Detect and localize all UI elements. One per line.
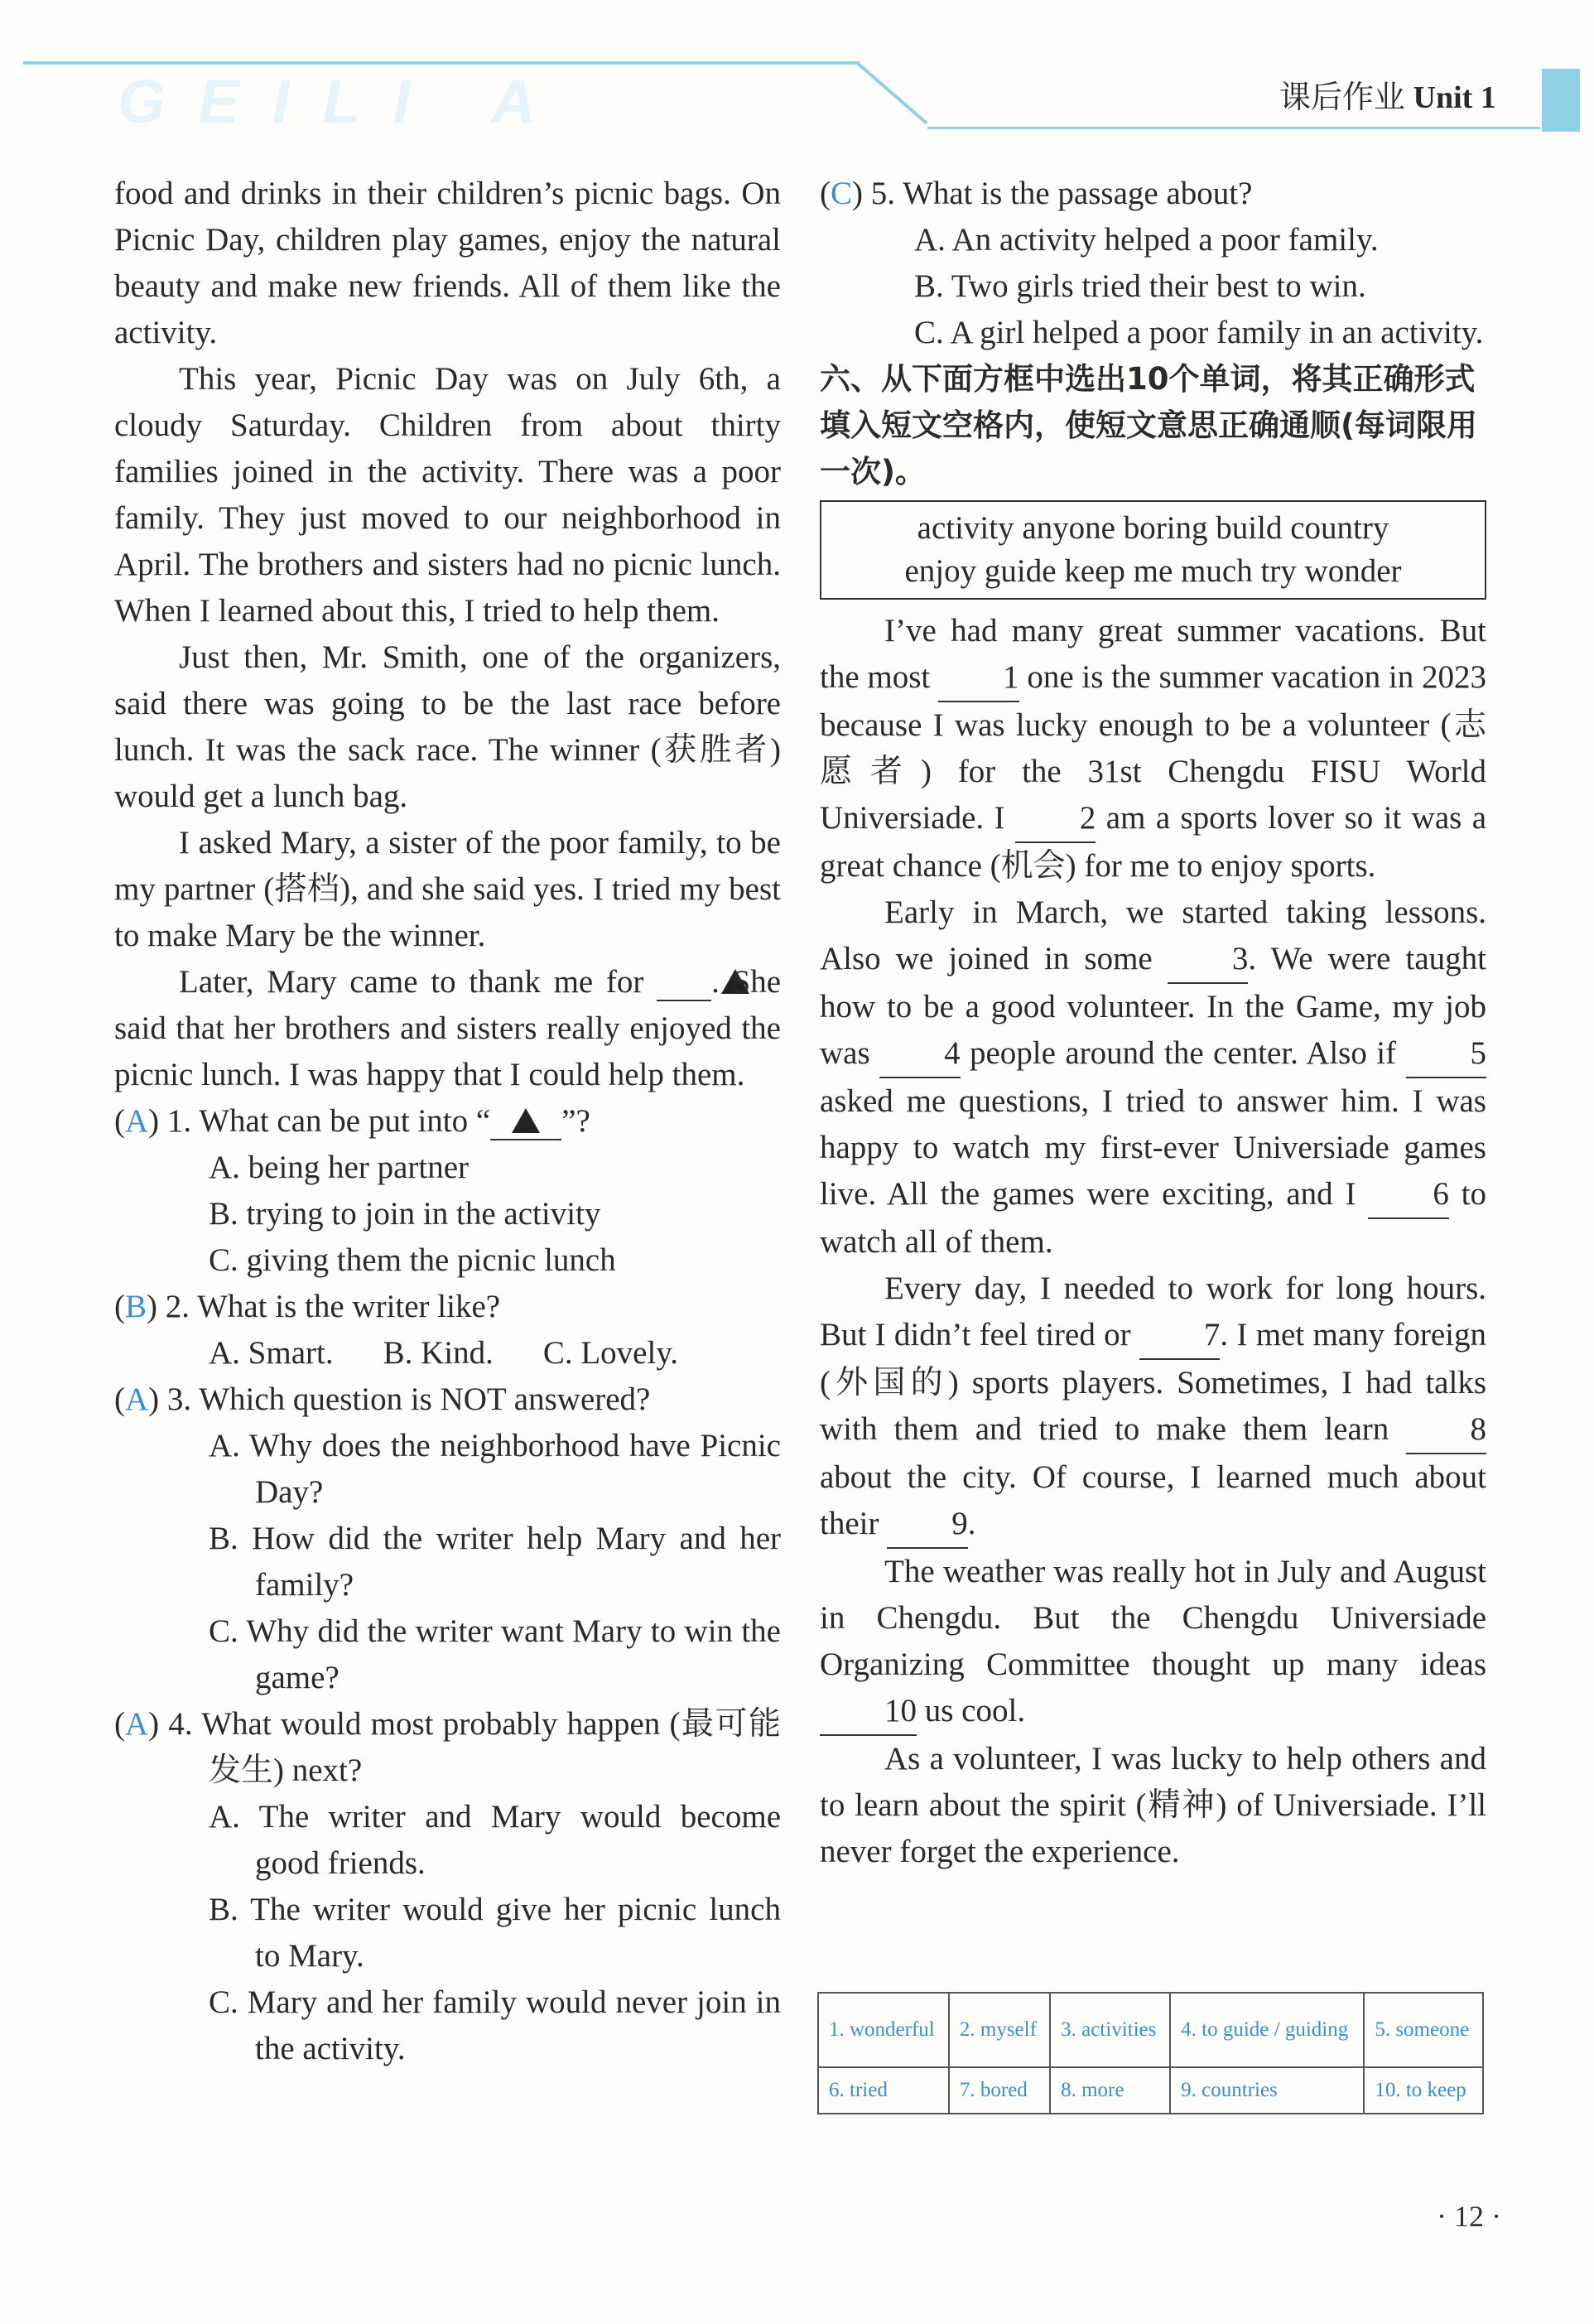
word-box [820,500,1486,600]
header-rule-slant [855,61,927,124]
question-1: (A) 1. What can be put into “ ”? [114,1103,590,1139]
header-tab [1542,69,1580,132]
blank-6: 6 [1368,1171,1449,1219]
option-row [114,1330,781,1377]
option: A. An activity helped a poor family. [914,222,1379,258]
header-rule [23,61,860,65]
answer-cell: 10. to keep [1364,2067,1483,2114]
blank-10: 10 [820,1688,917,1736]
blank-7: 7 [1139,1312,1221,1360]
section-six-title: 六、从下面方框中选出10个单词，将其正确形式填入短文空格内，使短文意思正确通顺(每词限用一次)。 [820,361,1477,489]
option: A. The writer and Mary would become good friends. [209,1799,781,1881]
answer-cell: 2. myself [949,1993,1050,2067]
option: B. Kind. [383,1335,494,1371]
answer-cell: 1. wonderful [818,1993,949,2067]
blank-2: 2 [1015,795,1096,843]
passage-paragraph: This year, Picnic Day was on July 6th, a cloudy Saturday. Children from about thirty families joined in the activity. There was a poor family. They just moved to our neighborhood in April. The brothers and sisters had no picnic lunch. When I learned about this, I tried to help them. [114,361,781,629]
header-rule-right [927,127,1540,129]
word-box-line: enjoy guide keep me much try wonder [904,553,1402,589]
option: C. Mary and her family would never join in the activity. [209,1984,781,2066]
answer-cell: 9. countries [1170,2067,1364,2114]
answer-mark: B [125,1289,147,1324]
blank-9: 9 [887,1501,968,1549]
cloze-paragraph: The weather was really hot in July and August in Chengdu. But the Chengdu Universiade Organizing Committee thought up many ideas 10 us cool. [820,1549,1486,1736]
triangle-blank [490,1104,561,1140]
triangle-icon [512,1108,540,1133]
question-2: (B) 2. What is the writer like? [114,1289,501,1324]
blank-5: 5 [1406,1030,1487,1078]
option: A. Smart. [209,1335,334,1371]
cloze-paragraph: Early in March, we started taking lessons. Also we joined in some 3. We were taught how to be a good volunteer. In the Game, my job was 4 people around the center. Also if 5 asked me questions, I tried to answer him. I was happy to watch my first-ever Universiade games live. All the games were exciting, and I 6 to watch all of them. [820,894,1487,1260]
cloze-paragraph: As a volunteer, I was lucky to help others and to learn about the spirit (精神) of Universiade. I’ll never forget the experience. [820,1741,1486,1869]
cloze-paragraph: I’ve had many great summer vacations. But the most 1 one is the summer vacation in 2023 because I was lucky enough to be a volunteer (志愿者) for the 31st Chengdu FISU World Universiade. I 2 am a sports lover so it was a great chance (机会) for me to enjoy sports. [820,613,1487,884]
option: B. How did the writer help Mary and her family? [209,1521,781,1603]
answer-cell: 8. more [1050,2067,1170,2114]
question-4: (A) 4. What would most probably happen (最可能发生) next? [114,1706,782,1788]
option: B. Two girls tried their best to win. [914,268,1366,304]
word-box-line: activity anyone boring build country [917,510,1389,546]
answer-mark: A [125,1103,149,1139]
answer-grid-row [818,2067,1483,2114]
option: A. Why does the neighborhood have Picnic Day? [209,1428,781,1510]
blank-4: 4 [879,1030,961,1078]
answer-mark: A [125,1706,149,1742]
question-3: (A) 3. Which question is NOT answered? [114,1381,651,1417]
passage-paragraph: Later, Mary came to thank me for . She said that her brothers and sisters really enjoyed the picnic lunch. I was happy that I could help them. [114,964,782,1092]
answer-cell: 6. tried [818,2067,949,2114]
answer-mark: A [125,1381,149,1417]
blank-8: 8 [1406,1406,1487,1454]
answer-mark: C [831,176,853,211]
answer-cell: 4. to guide / guiding [1170,1993,1364,2067]
option: C. Lovely. [542,1335,679,1371]
answer-grid-row [818,1993,1483,2067]
passage-paragraph: food and drinks in their children’s picnic bags. On Picnic Day, children play games, enjoy the natural beauty and make new friends. All of them like the activity. [114,176,781,350]
left-column [114,171,781,2072]
cloze-paragraph: Every day, I needed to work for long hours. But I didn’t feel tired or 7. I met many foreign (外国的) sports players. Sometimes, I had talks with them and tried to make them learn 8 about the city. Of course, I learned much about their 9. [820,1266,1486,1549]
answer-cell: 3. activities [1050,1993,1170,2067]
question-5: (C) 5. What is the passage about? [820,176,1253,211]
passage-paragraph: I asked Mary, a sister of the poor family, to be my partner (搭档), and she said yes. I tried my best to make Mary be the winner. [114,825,781,953]
page-number: · 12 · [1437,2200,1501,2233]
answer-grid [817,1992,1484,2114]
answer-cell: 5. someone [1364,1993,1483,2067]
triangle-blank [657,965,711,1001]
option: C. A girl helped a poor family in an activity. [914,315,1484,350]
blank-3: 3 [1168,936,1249,984]
blank-1: 1 [938,654,1019,702]
right-column [820,171,1486,1875]
option: A. being her partner [209,1150,470,1185]
option: B. trying to join in the activity [209,1196,601,1232]
answer-cell: 7. bored [949,2067,1050,2114]
header-watermark: GEILI A [118,67,569,136]
option: B. The writer would give her picnic lunch to Mary. [209,1892,781,1974]
option: C. Why did the writer want Mary to win the game? [209,1613,781,1695]
option: C. giving them the picnic lunch [209,1242,616,1278]
passage-paragraph: Just then, Mr. Smith, one of the organizers, said there was going to be the last race before lunch. It was the sack race. The winner (获胜者) would get a lunch bag. [114,639,781,814]
header-title: 课后作业 Unit 1 [1279,80,1496,115]
